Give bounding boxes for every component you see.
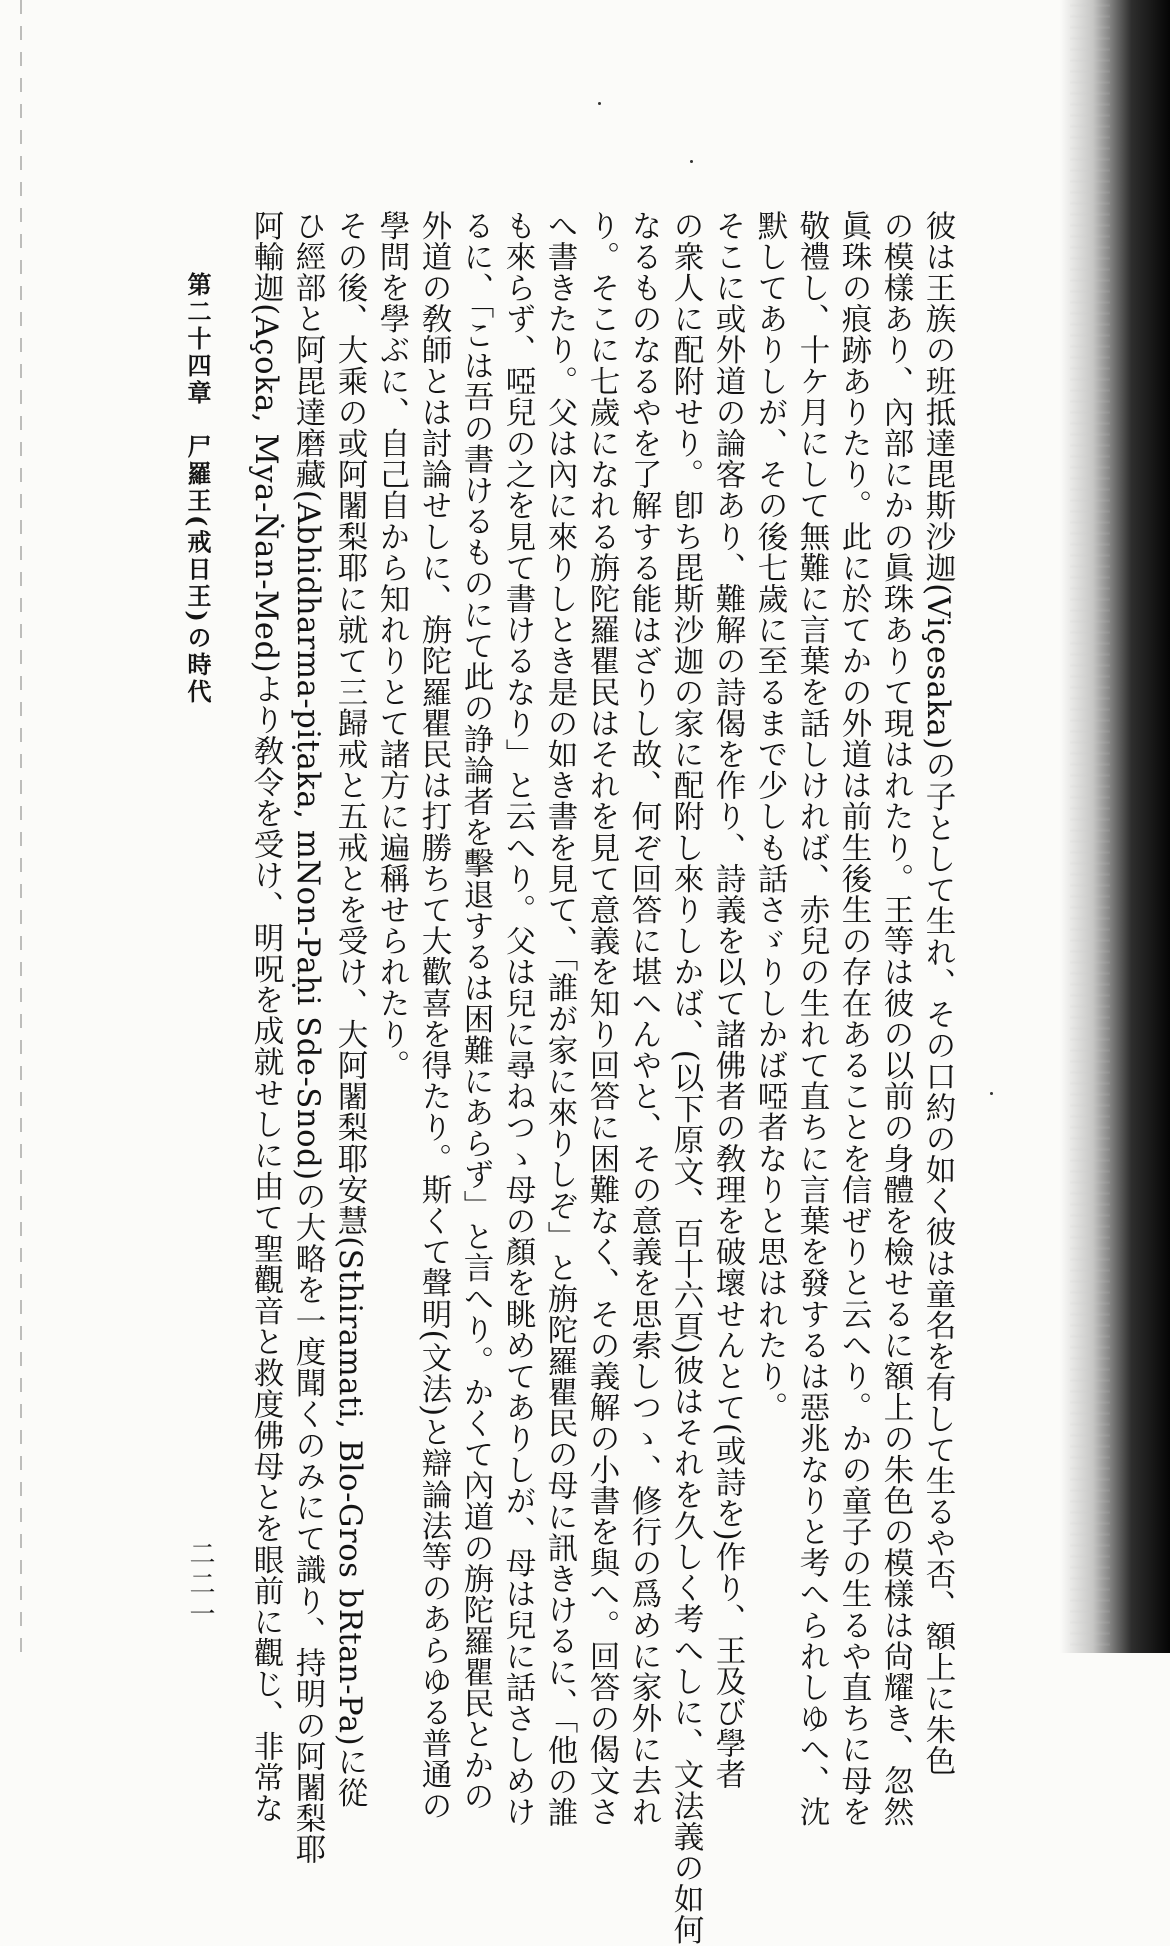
scan-speck	[990, 1092, 993, 1095]
text-column: 彼は王族の班抵達毘斯沙迦(Viçesaka)の子として生れ、その口約の如く彼は童名を有して生るや否、額上に朱色	[920, 210, 955, 1777]
text-column: 學問を學ぶに、自己自から知れりとて諸方に遍稱せられたり。	[374, 210, 409, 1081]
text-column: なるものなるやを了解する能はざりし故、何ぞ回答に堪へんやと、その意義を思索しつゝ、修行の爲めに家外に去れ	[626, 210, 661, 1828]
text-column: 眞珠の痕跡ありたり。此に於てかの外道は前生後生の存在あることを信ぜりと云へり。かの童子の生るや直ちに母を	[836, 210, 871, 1828]
text-column: 敬禮し、十ケ月にして無難に言葉を話しければ、赤兒の生れて直ちに言葉を發するは惡兆なりと考へられしゆへ、沈	[794, 210, 829, 1828]
text-column: も來らず、啞兒の之を見て書けるなり」と云へり。父は兒に尋ねつゝ母の顏を眺めてありしが、母は兒に話さしめけ	[500, 210, 535, 1828]
text-column: ひ經部と阿毘達磨藏(Abhidharma-piṭaka, mNon-Paḥi Sde-Snod)の大略を一度聞くのみにて識り、持明の阿闍梨耶	[290, 210, 325, 1865]
page-edge-line	[20, 0, 22, 1653]
text-column: その後、大乘の或阿闍梨耶に就て三歸戒と五戒とを受け、大阿闍梨耶安慧(Sthiramati, Blo-Gros bRtan-Pa)に從	[332, 210, 367, 1809]
text-column: の衆人に配附せり。卽ち毘斯沙迦の家に配附し來りしかば、(以下原文、百十六頁)彼はそれを久しく考へしに、文法義の如何	[668, 210, 703, 1946]
text-column: 阿輸迦(Açoka, Mya-Ṅan-Med)より敎令を受け、明呪を成就せしに由て聖觀音と救度佛母とを眼前に觀じ、非常な	[248, 210, 283, 1824]
text-column: そこに或外道の論客あり、難解の詩偈を作り、詩義を以て諸佛者の敎理を破壞せんとて(或詩を)作り、王及び學者	[710, 210, 745, 1790]
scan-speck	[690, 160, 693, 163]
text-column: り。そこに七歲になれる旃陀羅瞿民はそれを見て意義を知り回答に困難なく、その義解の小書を與へ。回答の偈文さ	[584, 210, 619, 1828]
text-column: るに、「こは吾の書けるものにて此の諍論者を擊退するは困難にあらず」と言へり。かくて內道の旃陀羅瞿民とかの	[458, 210, 493, 1812]
text-column: へ書きたり。父は內に來りしとき是の如き書を見て、「誰が家に來りしぞ」と旃陀羅瞿民の母に訊きけるに、「他の誰	[542, 210, 577, 1828]
binding-texture	[1070, 0, 1110, 1653]
running-head: 第二十四章 尸羅王(戒日王)の時代	[183, 272, 212, 706]
text-column: の模樣あり、內部にかの眞珠ありて現はれたり。王等は彼の以前の身體を檢せるに額上の朱色の模樣は尙耀き、忽然	[878, 210, 913, 1828]
page-number: 二二一	[185, 1540, 215, 1630]
text-column: 默してありしが、その後七歲に至るまで少しも話さゞりしかば啞者なりと思はれたり。	[752, 210, 787, 1423]
text-column: 外道の敎師とは討論せしに、旃陀羅瞿民は打勝ちて大歡喜を得たり。斯くて聲明(文法)と辯論法等のあらゆる普通の	[416, 210, 451, 1822]
scan-speck	[598, 102, 601, 105]
body-text	[244, 210, 958, 1946]
